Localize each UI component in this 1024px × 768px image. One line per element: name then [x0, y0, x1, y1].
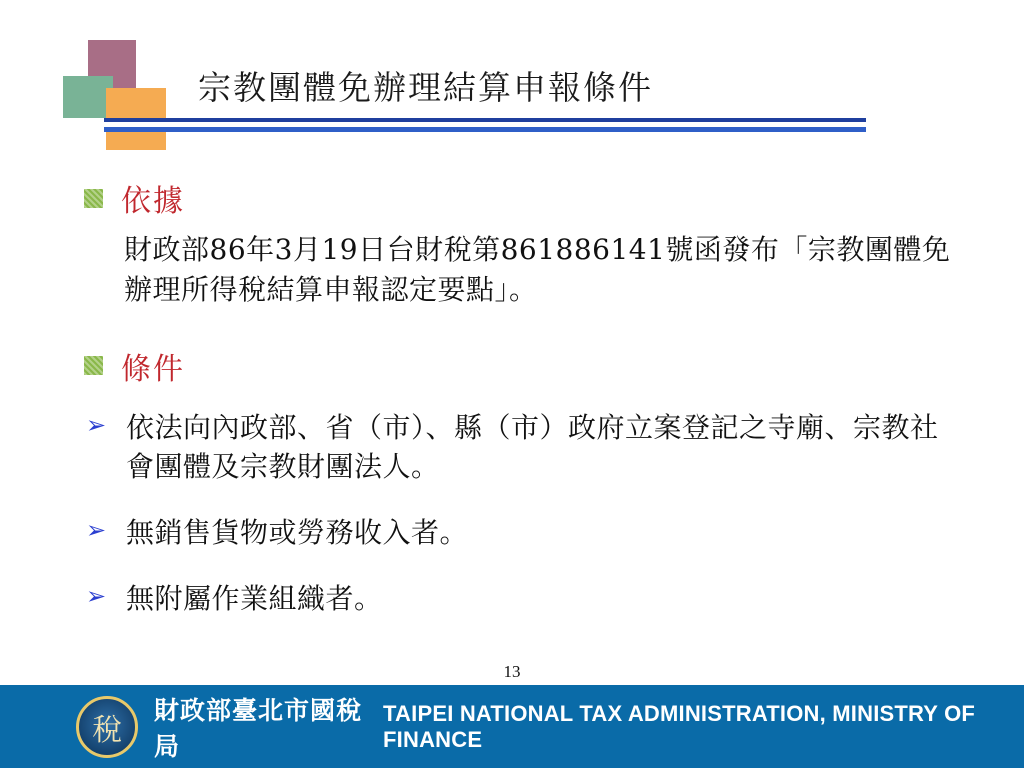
list-item [86, 408, 966, 488]
list-item-text: 無附屬作業組織者。 [126, 581, 383, 615]
slide-body [0, 176, 1024, 619]
arrow-bullet-icon: ➢ [86, 516, 107, 544]
section-heading-basis [84, 176, 1024, 220]
square-bullet-icon [84, 356, 103, 375]
arrow-bullet-icon: ➢ [86, 581, 107, 610]
list-item-text: 依法向內政部、省（市）、縣（市）政府立案登記之寺廟、宗教社會團體及宗教財團法人。 [126, 410, 939, 484]
section-heading-label: 條件 [121, 351, 185, 387]
agency-logo-icon [76, 696, 138, 758]
arrow-bullet-icon: ➢ [86, 410, 107, 439]
title-divider [104, 118, 866, 132]
section-heading-label: 依據 [121, 184, 185, 219]
list-item-text: 無銷售貨物或勞務收入者。 [126, 516, 469, 549]
square-bullet-icon [84, 189, 103, 208]
section-heading-conditions [84, 344, 1024, 388]
list-item [86, 579, 966, 619]
title-divider-lower-line [104, 127, 866, 132]
page-title: 宗教團體免辦理結算申報條件 [198, 68, 653, 107]
section-basis-paragraph: 財政部86年3月19日台財稅第861886141號函發布「宗教團體免辦理所得稅結算申報認定要點」。 [124, 233, 951, 306]
page-number: 13 [503, 662, 521, 681]
list-item [86, 513, 966, 553]
footer-bar [0, 685, 1024, 768]
footer-org-name-chinese: 財政部臺北市國稅局 [154, 695, 363, 761]
footer-org-name-english: TAIPEI NATIONAL TAX ADMINISTRATION, MINISTRY OF FINANCE [383, 700, 976, 752]
agency-logo-glyph: 稅 [92, 712, 122, 748]
